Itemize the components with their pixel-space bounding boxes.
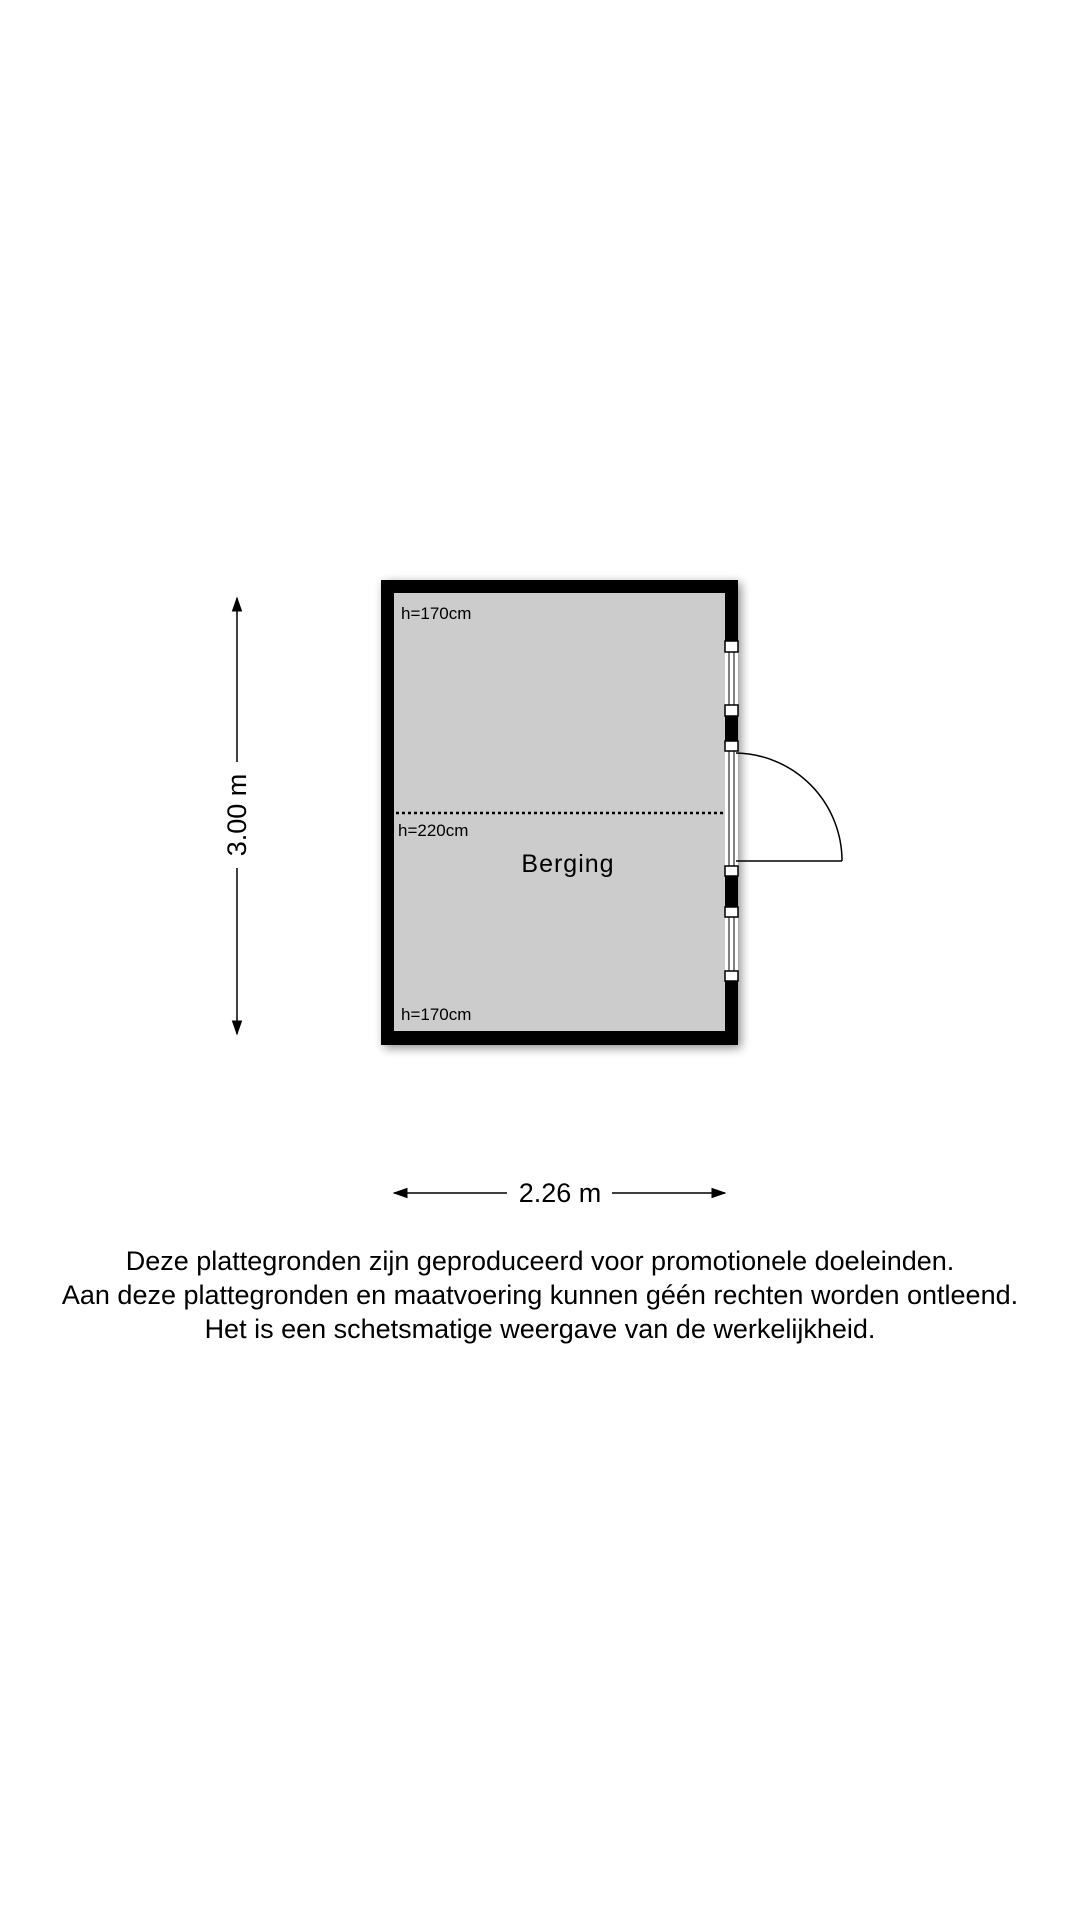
height-label-middle: h=220cm: [398, 821, 469, 840]
disclaimer-line-2: Aan deze plattegronden en maatvoering kunnen géén rechten worden ontleend.: [61, 1280, 1019, 1310]
height-dimension: [222, 598, 252, 1034]
height-dimension-label: 3.00 m: [222, 773, 252, 857]
door: [725, 741, 842, 876]
door-swing-arc: [736, 753, 842, 861]
window-lower: [725, 907, 738, 981]
window-upper: [725, 641, 738, 716]
height-label-bottom: h=170cm: [401, 1005, 472, 1024]
disclaimer-line-3: Het is een schetsmatige weergave van de werkelijkheid.: [204, 1314, 876, 1344]
width-dimension: [394, 1178, 725, 1208]
height-label-top: h=170cm: [401, 604, 472, 623]
disclaimer: [0, 1244, 1080, 1346]
disclaimer-line-1: Deze plattegronden zijn geproduceerd voor promotionele doeleinden.: [125, 1246, 955, 1276]
room-label: Berging: [521, 850, 615, 878]
width-dimension-label: 2.26 m: [518, 1178, 602, 1208]
